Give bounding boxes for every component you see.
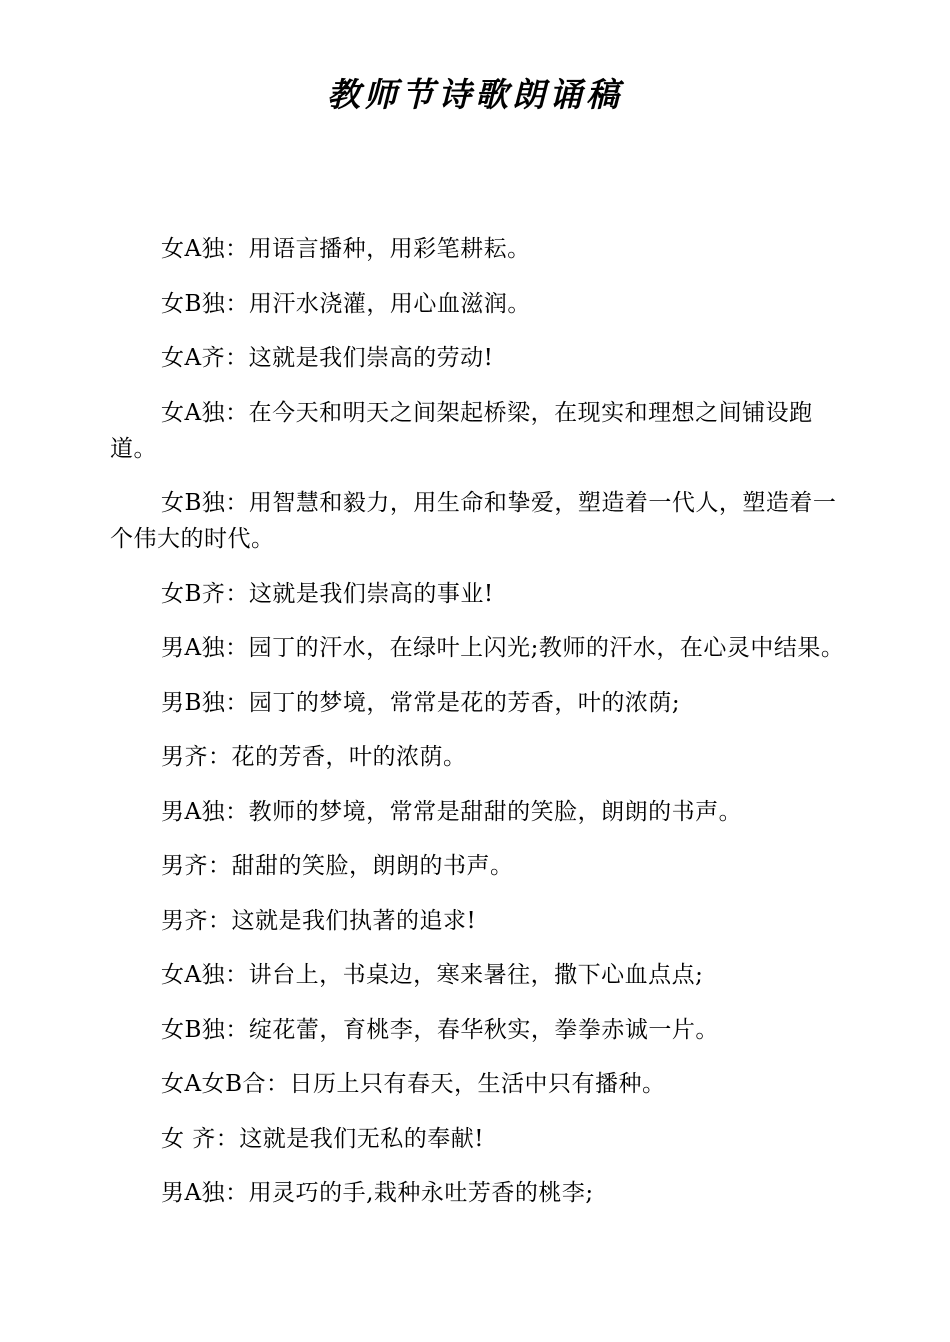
paragraph: 男齐：这就是我们执著的追求! xyxy=(161,907,477,934)
paragraph: 男A独：园丁的汗水，在绿叶上闪光;教师的汗水，在心灵中结果。 xyxy=(161,635,845,661)
paragraph: 女B独：用汗水浇灌，用心血滋润。 xyxy=(161,290,531,317)
paragraph: 女B独：绽花蕾，育桃李，春华秋实，拳拳赤诚一片。 xyxy=(161,1016,719,1043)
document-body xyxy=(110,231,846,1230)
paragraph: 男A独：用灵巧的手,栽种永吐芳香的桃李; xyxy=(161,1180,594,1206)
paragraph: 女A独：用语言播种，用彩笔耕耘。 xyxy=(161,236,531,262)
paragraph: 女A独：在今天和明天之间架起桥梁，在现实和理想之间铺设跑道。 xyxy=(110,399,813,462)
paragraph: 女B独：用智慧和毅力，用生命和挚爱，塑造着一代人，塑造着一个伟大的时代。 xyxy=(110,490,837,552)
paragraph: 女A女B合：日历上只有春天，生活中只有播种。 xyxy=(161,1071,666,1097)
paragraph: 男A独：教师的梦境，常常是甜甜的笑脸，朗朗的书声。 xyxy=(161,798,743,825)
paragraph: 女A齐：这就是我们崇高的劳动! xyxy=(161,345,494,371)
document-title: 教师节诗歌朗诵稿 xyxy=(327,75,623,114)
paragraph: 女B齐：这就是我们崇高的事业! xyxy=(161,580,494,607)
paragraph: 男齐：甜甜的笑脸，朗朗的书声。 xyxy=(161,853,514,879)
paragraph: 男B独：园丁的梦境，常常是花的芳香，叶的浓荫; xyxy=(161,689,681,716)
paragraph: 男齐：花的芳香，叶的浓荫。 xyxy=(161,744,467,770)
paragraph: 女A独：讲台上，书桌边，寒来暑往，撒下心血点点; xyxy=(161,962,704,988)
paragraph: 女 齐：这就是我们无私的奉献! xyxy=(161,1125,485,1152)
